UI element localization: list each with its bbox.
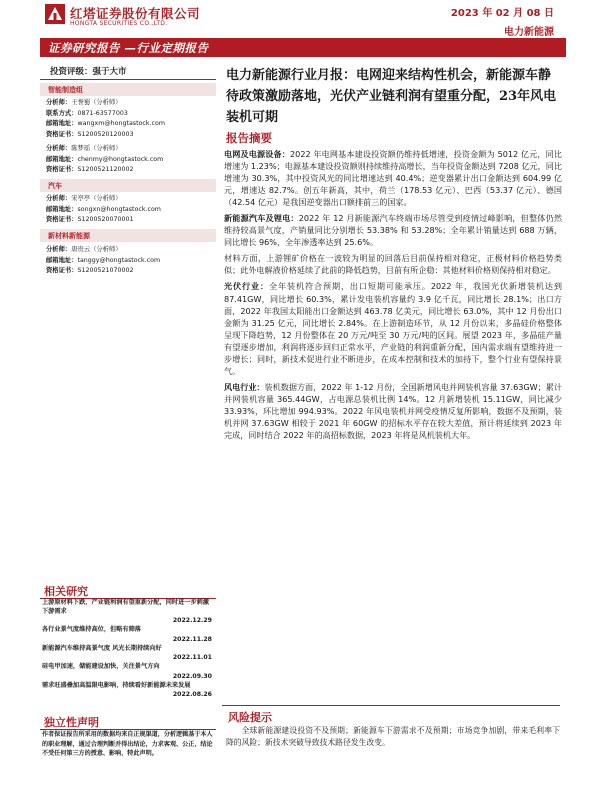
related-report-date: 2022.08.26 (172, 691, 212, 698)
section-head-auto: 汽车 (40, 179, 216, 192)
logo-name-cn: 红塔证券股份有限公司 (70, 6, 201, 21)
abstract-title: 报告摘要 (226, 131, 272, 145)
analyst-card: 分析师：宋亭亭（分析师） 邮箱地址：songxn@hongtastock.com 资格证书：S1200520070001 (46, 195, 161, 223)
report-type-banner (40, 38, 566, 57)
report-date: 2023 年 02 月 08 日 (450, 8, 554, 19)
related-report-date: 2022.09.30 (172, 672, 212, 680)
logo-name-en: HONGTA SECURITIES CO.,LTD. (70, 20, 168, 27)
section-head-smart-manufacturing: 智能制造组 (40, 83, 216, 96)
paragraph-ev-battery: 新能源汽车及锂电：2022 年 12 月新能源汽车终端市场尽管受到疫情过峰影响，但整体仍然维持较高景气度，产销量同比分别增长 53.38% 和 53.28%；全年累计销量达到 688 万辆，同比增长 96%，全年渗透率达到 25.6%。 (224, 213, 562, 248)
analyst-email[interactable]: tanggy@hongtastock.com (77, 256, 161, 264)
paragraph-photovoltaic: 光伏行业：全年装机符合预期，出口短期可能承压。2022 年，我国光伏新增装机达到 87.41GW，同比增长 60.3%，累计发电装机容量约 3.9 亿千瓦，同比增长 28.1%；出口方面，2022 年我国太阳能出口金额达到 463.78 亿美元，同比增长 63.0%，其中 12 月份出口金额为 31.25 亿元，同比增长 2.84%。在上游制造环节，从 12 月份以来，多晶硅价格整体呈现下降趋势，12 月份整体在 20 万元/吨至 30 万元/吨的区间。展望 2023 年，多晶硅产量有望逐步增加，利润将逐步回归正常水平，产业链的利润重新分配，国内需求端有望维持进一步增长；同时，新技术促进行业不断进步，在成本控制和技术的加持下，整个行业有望保持景气。 (224, 281, 562, 376)
page-header (0, 0, 600, 40)
related-research-list (42, 599, 214, 700)
paragraph-materials: 材料方面，上游锂矿价格在一波较为明显的回落后目前保持相对稳定，正极材料价格趋势类似；此外电解液价格延续了此前的降低趋势，目前有所企稳：其他材料价格则保持相对稳定。 (224, 253, 562, 276)
section-head-new-materials: 新材料新能源 (40, 229, 216, 242)
related-report-link[interactable]: 各行业景气度维持高位，但略有筛落 (42, 626, 141, 633)
divider (222, 705, 560, 706)
related-report-date: 2022.11.28 (172, 635, 212, 643)
risk-warning-title: 风险提示 (228, 711, 272, 724)
analyst-card: 分析师：王誉蜀（分析师） 联系方式：0871-63577003 邮箱地址：wangxm@hongtastock.com 资格证书：S1200520120003 (46, 99, 165, 138)
related-report-date: 2022.12.29 (172, 617, 212, 624)
report-title: 电力新能源行业月报：电网迎来结构性机会，新能源车静待政策激励落地，光伏产业链利润有望重分配，23年风电装机可期 (226, 68, 557, 125)
related-report-link[interactable]: 新能源汽车维持高景气度 风光长期持续向好 (42, 644, 162, 652)
report-type-label: 证券研究报告 —行业定期报告 (48, 41, 209, 55)
analyst-email[interactable]: chenmy@hongtastock.com (77, 155, 164, 163)
analyst-email[interactable]: songxn@hongtastock.com (77, 205, 161, 213)
investment-rating: 投资评级：强于大市 (40, 60, 216, 80)
industry-label: 电力新能源 (504, 27, 554, 38)
related-research-title: 相关研究 (44, 585, 88, 598)
independence-declaration-text: 作者保证报告所采用的数据均来自正规渠道，分析逻辑基于本人的职业理解，通过合理判断并得出结论，力求客观、公正，结论不受任何第三方的授意、影响，特此声明。 (42, 731, 213, 758)
company-logo (44, 3, 204, 33)
analyst-email[interactable]: wangxm@hongtastock.com (77, 120, 165, 127)
analyst-card: 分析师：唐贵云（分析师） 邮箱地址：tanggy@hongtastock.com 资格证书：S1200521070002 (46, 246, 161, 274)
related-report-link[interactable]: 需求旺盛叠加高温限电影响，持续看好新能源未来发展 (42, 681, 191, 689)
paragraph-grid-equipment: 电网及电源设备：2022 年电网基本建设投资额仍维持低增速，投资金额为 5012 亿元，同比增速为 1.23%；电源基本建设投资额则持续维持高增长，当年投资金额达到 7208 亿元，同比增速为 30.3%，其中投资风光的同比增速达到 40.4%；逆变器累计出口金额达到 604.99 亿元，增速达 82.7%。创五年新高，其中，荷兰（178.53 亿元）、巴西（53.37 亿元）、德国（42.54 亿元）是我国逆变器出口额排前三的国家。 (224, 149, 562, 208)
related-report-date: 2022.11.01 (172, 654, 212, 661)
independence-declaration-title: 独立性声明 (44, 716, 99, 729)
logo-mark-icon (44, 3, 66, 25)
related-report-link[interactable]: 硅电甲加速，储能建设加快，关注景气方向 (42, 663, 160, 670)
analyst-card: 分析师：陈梦瑶（分析师） 邮箱地址：chenmy@hongtastock.com 资格证书：S1200521120002 (46, 145, 164, 173)
risk-warning-text: 全球新能源建设投资不及预期；新能源车下游需求不及预期；市场竞争加剧，带来毛利率下降的风险；新技术突破导致技术路径发生改变。 (226, 726, 560, 747)
paragraph-wind-power: 风电行业：装机数据方面，2022 年 1-12 月份，全国新增风电并网装机容量 37.63GW；累计并网装机容量 365.44GW，占电源总装机比例 14%。12 月新增装机 15.11GW，同比减少 33.93%，环比增加 994.93%。2022 年风电装机并网受疫情反复所影响，数据不及预期，装机并网 37.63GW 相较于 2021 年 60GW 的招标水平存在较大差值，预计将延续到 2023 年完成，同时结合 2022 年的高招标数据，2023 年将是风机装机大年。 (224, 381, 562, 441)
abstract-body (224, 148, 562, 445)
related-report-link[interactable]: 上游原材料下跌，产业链利润有望重新分配，同时进一步刺激下游需求 (42, 599, 210, 615)
